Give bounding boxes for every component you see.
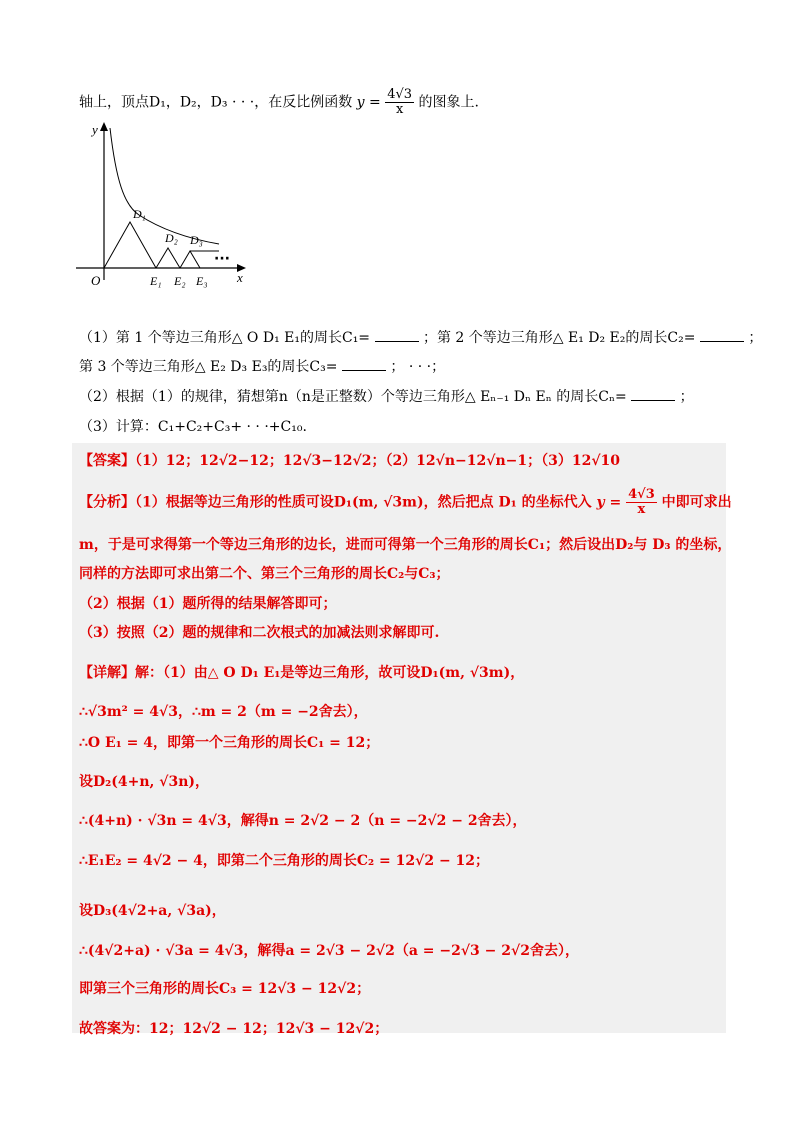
intro-end: 的图象上. bbox=[418, 94, 479, 111]
c1-blank bbox=[375, 328, 419, 342]
x-label: x bbox=[237, 270, 243, 285]
analysis-fraction-numerator: 4√3 bbox=[628, 487, 655, 502]
intro-fraction-numerator: 4√3 bbox=[387, 87, 413, 102]
detail-line-3: ∴O E₁ = 4，即第一个三角形的周长C₁ = 12； bbox=[79, 735, 380, 751]
analysis-line-1 bbox=[79, 488, 732, 517]
origin-label: O bbox=[91, 273, 101, 288]
y-axis-arrow bbox=[100, 122, 108, 131]
detail-line-8: ∴(4√2+a) · √3a = 4√3，解得a = 2√3 − 2√2（a = −2√3 − 2√2舍去）， bbox=[79, 943, 579, 959]
detail-line-2: ∴√3m² = 4√3，∴m = 2（m = −2舍去）， bbox=[79, 704, 368, 720]
detail-line-10: 故答案为：12；12√2 − 12；12√3 − 12√2； bbox=[79, 1021, 389, 1037]
detail-line-1: 【详解】解：（1）由△ O D₁ E₁是等边三角形，故可设D₁(m, √3m)， bbox=[79, 665, 525, 681]
q1-part-a: （1）第 1 个等边三角形△ O D₁ E₁的周长C₁= bbox=[79, 330, 371, 346]
detail-line-5: ∴(4+n) · √3n = 4√3，解得n = 2√2 − 2（n = −2√2 − 2舍去）， bbox=[79, 813, 527, 829]
triangle-1 bbox=[104, 222, 156, 268]
q1-part-b: ；第 2 个等边三角形△ E₁ D₂ E₂的周长C₂= bbox=[422, 330, 696, 346]
intro-fraction bbox=[385, 88, 414, 117]
cn-blank bbox=[631, 387, 675, 401]
analysis-1-y: y = bbox=[596, 494, 622, 511]
label-e2: E₂ bbox=[174, 274, 186, 288]
analysis-fraction bbox=[626, 488, 657, 517]
question-2-line bbox=[79, 386, 694, 406]
intro-line bbox=[79, 88, 479, 117]
q1-c-end: ； · · ·； bbox=[390, 359, 446, 375]
analysis-line-4: （2）根据（1）题所得的结果解答即可； bbox=[79, 596, 337, 612]
intro-fraction-denominator: x bbox=[395, 102, 404, 117]
triangle-3 bbox=[180, 251, 200, 268]
analysis-fraction-denominator: x bbox=[637, 502, 646, 517]
label-d2: D₂ bbox=[165, 231, 178, 245]
dots: ··· bbox=[214, 251, 230, 267]
analysis-line-2: m，于是可求得第一个等边三角形的边长，进而可得第一个三角形的周长C₁；然后设出D₂与 D₃ 的坐标， bbox=[79, 537, 732, 553]
q1-end: ； bbox=[748, 330, 763, 346]
c2-blank bbox=[700, 328, 744, 342]
y-label: y bbox=[92, 122, 98, 137]
analysis-line-3: 同样的方法即可求出第二个、第三个三角形的周长C₂与C₃； bbox=[79, 566, 450, 582]
detail-line-9: 即第三个三角形的周长C₃ = 12√3 − 12√2； bbox=[79, 981, 371, 997]
answer-line: 【答案】（1）12；12√2−12；12√3−12√2；（2）12√n−12√n−1；（3）12√10 bbox=[79, 453, 621, 469]
intro-text: 轴上，顶点D₁，D₂，D₃ · · ·，在反比例函数 bbox=[79, 94, 353, 111]
intro-y: y = bbox=[356, 94, 381, 111]
question-1-line-a bbox=[79, 327, 762, 347]
detail-line-6: ∴E₁E₂ = 4√2 − 4，即第二个三角形的周长C₂ = 12√2 − 12； bbox=[79, 853, 490, 869]
label-d3: D₃ bbox=[190, 233, 203, 247]
analysis-1-end: 中即可求出 bbox=[661, 494, 732, 511]
c3-blank bbox=[342, 357, 386, 371]
q2-end: ； bbox=[679, 389, 694, 405]
detail-line-7: 设D₃(4√2+a, √3a)， bbox=[79, 903, 226, 919]
analysis-line-5: （3）按照（2）题的规律和二次根式的加减法则求解即可. bbox=[79, 625, 440, 641]
triangle-2 bbox=[156, 248, 180, 268]
detail-line-4: 设D₂(4+n, √3n)， bbox=[79, 774, 210, 790]
q1-part-c: 第 3 个等边三角形△ E₂ D₃ E₃的周长C₃= bbox=[79, 359, 338, 375]
label-e3: E₃ bbox=[196, 274, 208, 288]
q2-text: （2）根据（1）的规律，猜想第n（n是正整数）个等边三角形△ Eₙ₋₁ Dₙ Eₙ 的周长Cₙ= bbox=[79, 389, 627, 405]
label-d1: D₁ bbox=[133, 207, 146, 221]
question-1-line-b bbox=[79, 356, 445, 376]
q3-text: （3）计算：C₁+C₂+C₃+ · · ·+C₁₀. bbox=[79, 419, 307, 435]
question-3-line bbox=[79, 416, 307, 436]
hyperbola-curve bbox=[110, 128, 219, 244]
analysis-1-text: 【分析】（1）根据等边三角形的性质可设D₁(m, √3m)，然后把点 D₁ 的坐标代入 bbox=[79, 494, 592, 511]
inverse-function-figure bbox=[74, 120, 254, 290]
label-e1: E₁ bbox=[150, 274, 162, 288]
